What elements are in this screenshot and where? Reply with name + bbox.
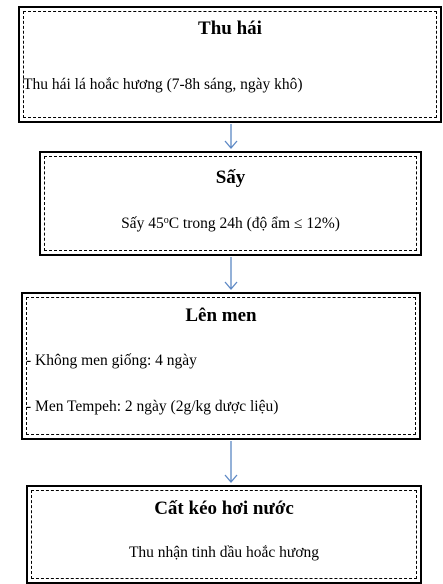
- step-detail-prefix: Sấy 45: [121, 215, 164, 232]
- arrow-down-icon: [225, 441, 237, 482]
- step-detail-line: Thu hái lá hoắc hương (7-8h sáng, ngày khô): [23, 76, 303, 93]
- step-detail-line: - Men Tempeh: 2 ngày (2g/kg dược liệu): [26, 398, 279, 415]
- step-detail-line: Thu nhận tinh dầu hoắc hương: [128, 544, 320, 561]
- step-title: Lên men: [185, 305, 257, 326]
- arrow-down-icon: [225, 124, 237, 148]
- step-title: Sấy: [215, 167, 246, 188]
- step-title: Cất kéo hơi nước: [154, 498, 294, 519]
- arrow-down-icon: [225, 257, 237, 289]
- step-detail-suffix: C trong 24h (độ ẩm ≤ 12%): [168, 215, 340, 232]
- step-title: Thu hái: [198, 18, 262, 39]
- degree-mark: o: [163, 215, 169, 226]
- step-detail-line: - Không men giống: 4 ngày: [26, 352, 197, 369]
